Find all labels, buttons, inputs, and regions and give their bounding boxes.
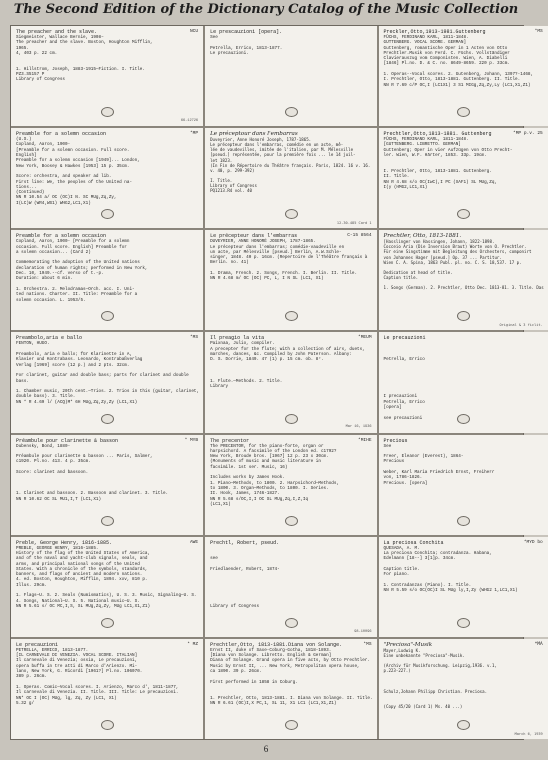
card-line: declaration of human rights; performed in New York, [16, 265, 148, 271]
card-punch-hole [285, 414, 298, 424]
card-line: tions... [16, 184, 37, 190]
card-line: 1. Clarinet and bassoon. 2. Bassoon and clarinet. 3. Title. [16, 491, 169, 497]
card-line: NN R 10.54 a/ OC (OC)I N. SC MUg,Zq,Zy, [16, 195, 117, 201]
card-line: (U.S.) [16, 137, 32, 143]
card-line: Il carnevale di Venezia; ossia, Le precauzioni, [16, 658, 138, 664]
call-number: *MIHE [358, 437, 372, 443]
card-line: Caption title. [383, 274, 419, 280]
card-line: (Monuments of music and music literature in [210, 459, 321, 465]
call-number: C-15 8564 [347, 233, 372, 239]
card-line: ted nations. Charter. II. Title: Preamble for a [16, 292, 138, 298]
card-line: 389 p. 26cm. [16, 674, 47, 680]
card-line: Library of Congress [210, 182, 257, 188]
catalog-card [379, 230, 548, 330]
card-line: FENTON, HUGO. [16, 341, 50, 347]
card-line: ca 1890. 39 p. 26cm. [210, 669, 262, 675]
card-line: Library of Congress [16, 77, 65, 83]
card-line: 1. Drama, French. 2. Songs, French. I. Berlin. II. Title. [210, 271, 358, 277]
card-punch-hole [101, 720, 114, 730]
card-line: NN R 5.59 s/o OC(OC)I SL MUg ly,I,Zy (WHG2 1,LC1,X1) [383, 588, 518, 594]
card-heading: Il preagio la vita [210, 335, 265, 342]
call-number: *MS [189, 335, 199, 341]
card-line: First performed in 1858 in Coburg. [210, 679, 298, 685]
call-number: NCU [189, 29, 199, 34]
catalog-card [379, 537, 548, 637]
card-punch-hole [285, 209, 298, 219]
card-line: Preambolo, aria e ballo; für Klarinette in A, [16, 352, 133, 358]
card-punch-hole [457, 311, 470, 321]
card-line: opera buffa in tre atti di Marco d'Arienzo. Mi- [16, 663, 138, 669]
catalog-card [379, 332, 548, 432]
card-line: Includes works by James Hook. [210, 475, 285, 481]
card-line: 1. Flute.—Methods. 2. Title. [210, 378, 283, 384]
card-line: 4. ed. Boston, Houghton, Mifflin, 1894. xxv, 810 p. [16, 577, 148, 583]
card-line: I precauzioni [383, 394, 418, 400]
card-line: Préambule pour clarinette & basson ... Paris, Salmer, [16, 454, 153, 460]
card-heading: Prechtl, Robert, pseud. [210, 539, 280, 546]
card-line: Dedication at head of title. [383, 269, 453, 275]
card-line: States. With a chronicle of the symbols, standards, [16, 566, 148, 572]
card-line: arms, and principal national songs of the United [16, 561, 140, 567]
card-line: Verlag [1969] score (12 p.) and 2 pts. 32cm. [16, 362, 130, 368]
catalog-card [205, 230, 376, 330]
card-line: [opera] [383, 404, 402, 410]
catalog-card [205, 435, 376, 535]
card-line: marches, dances, &c. Compiled by John Paterson. Albany: [210, 352, 352, 358]
card-line: double bass). 3. Title. [16, 394, 76, 400]
card-line: Guttenberg; Oper in vier Aufzügen von Otto Precht- [383, 147, 513, 153]
card-line: I. Title. [210, 177, 233, 183]
card-heading: Preamble for a solemn occasion [16, 233, 107, 240]
card-line: lano, New York, G. Ricordi [1961?] Pl.no. 106070. [16, 669, 143, 675]
card-punch-hole [101, 414, 114, 424]
card-heading: Preble, George Henry, 1816-1885. [16, 539, 113, 546]
card-line: Wien C. A. Spina, 1863 Publ. pl. no. C. S. 18,537. 17 p. [383, 259, 522, 265]
card-line: NN R 6.61 (OC)I,X PC,1, SL 11, X1 LC1 (LC1,X1,Z1) [210, 700, 337, 706]
card-line: (Continued) [16, 190, 45, 196]
card-heading: Le precauzioni [383, 335, 426, 342]
catalog-card [379, 26, 548, 126]
card-heading: La preciosa Conchita [383, 539, 444, 546]
card-line: 1. Orchestra. 2. Melodramas—Orch. acc. I. Uni- [16, 286, 135, 292]
card-line: 1. Contradanzas (Piano). I. Title. [383, 582, 472, 588]
card-line: Guttenberg, romantische Oper in 1 Acten von Otto [383, 45, 508, 51]
card-heading: The precentor [210, 437, 250, 444]
card-line: Precious [383, 459, 405, 465]
card-line: 1. Operas. Comic—Vocal scores. I. Arienzo, Marco d', 1811-1877, [16, 684, 179, 690]
card-line: For clarinet, guitar and double bass; parts for clarinet and double [16, 373, 189, 379]
card-line: [pseud.] représentée, pour la première fois ... le 14 juil- [210, 152, 356, 158]
card-line: English] [16, 153, 37, 159]
card-line: solemn occasion. L. 1953/5. [16, 297, 86, 303]
card-line: singer, 1848. 40 p. 16cm. (Repertoire de l'Théâtre français à [210, 255, 368, 261]
card-line: Le precauzioni. [210, 50, 249, 56]
card-line: see [210, 556, 218, 562]
card-line: Berlin. no. 41) [210, 260, 249, 266]
card-line: I. Prechtler, Otto, 1813-1881. Guttenberg. II. Title. [383, 77, 521, 83]
card-line: History of the flag of the United States of America, [16, 551, 151, 556]
card-line: Edelmann [18--] 3[1]p. 34cm. [383, 556, 456, 562]
card-footer-right: 12-30-485 Card 1 [336, 221, 372, 226]
card-line: NN R 10.62 OC SL MU1,I,T (LC1,X1) [16, 496, 102, 502]
call-number: * MZ [187, 641, 199, 647]
card-line: a solemn occasion... (Card 2) [16, 249, 91, 255]
card-line: Duveyrier, Anne Honoré Joseph, 1787-1865. [210, 137, 312, 143]
card-line: NN R 7.69 c/P OC,I (LC1X1) 3 S1 MIGg,Zq,Zy,Ly (LC1,X1,Z1) [383, 82, 531, 88]
card-line: II. Hook, James, 1746-1827. [210, 491, 280, 497]
call-number: *MA [534, 641, 543, 647]
card-heading: The preacher and the slave. [16, 29, 98, 35]
catalog-card [205, 639, 376, 739]
card-line: Clavierauszug vom Componisten. Wien, A. Diabelli [383, 56, 508, 62]
card-line: Library [210, 383, 229, 389]
page-number: 6 [263, 744, 269, 754]
card-line: GUTTENBERG. VOCAL SCORE. GERMAN] [383, 40, 467, 46]
card-line: See [210, 35, 218, 40]
card-line: lée de vaudevilles, imitée de l'italien, par M. Mélesville [210, 147, 354, 153]
card-punch-hole [457, 618, 470, 628]
card-footer-right: 66-12726 [180, 118, 199, 123]
card-line: bass. [16, 378, 29, 384]
card-line: p.223-227.) [383, 668, 411, 674]
card-line: let 1823. [210, 157, 233, 163]
card-heading: Precious [383, 437, 408, 444]
card-line: NN R 5.61 s/ OC MC,I,S, SL MUg,Zq,Zy, MUg LC1,X1,Z1) [16, 603, 151, 609]
card-line: A precepter for the flute; with a collection of airs, duets, [210, 346, 365, 352]
card-line: FÜCHS, FERDINAND KARL, 1811-1848. [383, 35, 469, 40]
call-number: *MS [363, 641, 372, 647]
card-line: and of the naval and yacht-club signals, seals, and [16, 556, 148, 562]
card-line: banners, and flags of ancient and modern nations. [16, 572, 143, 578]
card-line: Petrella, Errico [383, 399, 425, 405]
card-heading: Le prescauzioni [opera]. [210, 29, 283, 35]
card-footer-right: Mar 16, 1936 [345, 425, 372, 430]
card-line: Diana of Solange. Grand opera in five acts, by Otto Prechtler. [210, 658, 370, 664]
catalog-card [11, 26, 203, 126]
card-line: Cocceio Aria (Die Inversion Braut) Worte von O. Prechtler. [383, 244, 527, 250]
call-number: *MP p.v. 25 [513, 131, 543, 137]
card-line: NN * R 4.69 l/ (ACQ)M* 6H MUg,Zq,Zy,Zy (LC1,X1) [16, 399, 138, 405]
card-punch-hole [101, 618, 114, 628]
catalog-card [205, 26, 376, 126]
card-line: The PRECENTOR, for the piano-forte, organ or [210, 443, 324, 449]
card-line: 1. Prechtler, Otto, 1813-1881. I. Diana von Solange. II. Title. [210, 695, 373, 701]
card-line: [Diana von Solange. Libretto. English & German] [210, 653, 332, 659]
card-line: I(LC)W (WR4,WS1) WHG2,LC1,X1) [16, 200, 91, 206]
card-punch-hole [285, 107, 298, 117]
card-punch-hole [457, 516, 470, 526]
card-line: PREBLE, GEORGE HENRY, 1816-1885. [16, 545, 99, 551]
card-line: DUVEYRIER, ANNE HONORÉ JOSEPH, 1787-1865. [210, 239, 316, 245]
catalog-card [11, 230, 203, 330]
card-line: New York, Broude bros. [1967] 12 p. 23 x 30cm. [210, 454, 329, 460]
card-line: PETRELLA, ERRICO, 1813-1877. [16, 647, 89, 653]
card-line: Dec. 10, 1949.--cf. verso of t.-p. [16, 271, 104, 277]
card-line: occasion. Full score. English] Preamble for [16, 244, 127, 250]
card-line: to 1800. 3. Organ—Methods, to 1800. I. Series. [210, 485, 329, 491]
card-line: v. 40, p. 299-392) [210, 167, 255, 173]
card-footer-right: March 6, 1939 [514, 731, 543, 736]
card-line: I(y (HMG2,LC1,X1) [383, 184, 428, 190]
card-line: Prechtler.Musik von Ferd. C. Füchs. Vollständiger [383, 50, 510, 56]
catalog-card [205, 332, 376, 432]
card-line: Siegmeister, Wallace Bernie, 1908– [16, 35, 104, 40]
card-line: Le précepteur dans l'embarras, comédie en un acte, mê- [210, 142, 344, 148]
card-line: harpsichord. A facsimile of the London ed. c1792? [210, 448, 337, 454]
card-line: [1846] Pl.no. D. & C. no. 8649-8659. 220 p. 33cm. [383, 61, 510, 67]
card-line: Score: orchestra, and speaker ad lib. [16, 174, 112, 180]
card-footer-right: 98-10096 [354, 629, 372, 634]
card-line: Dubensky, Bond, 1880- [16, 443, 71, 449]
card-line: I. Prechtler, Otto, 1813-1881. Guttenberg. [383, 168, 492, 174]
card-line: Für eine Singstimme mit Begleitung des Orchesters, componirt [383, 249, 532, 255]
card-line: [GUTTENBERG. LIBRETTO. GERMAN] [383, 142, 461, 148]
card-line: 1. Operas--Vocal scores. 2. Gutenberg, Johann, 1397?-1468, [383, 72, 534, 78]
card-line: Score: clarinet and bassoon. [16, 470, 89, 476]
card-heading: Préambule pour clarinette & basson [16, 437, 119, 444]
card-line: 5.32 g/ [16, 700, 35, 706]
card-line: Il carnevale di Venezia. II. Title. III. Title: Le precauzioni. [16, 690, 179, 696]
card-line: c1920. Pl.no. 413. 4 p. 35cm. [16, 459, 91, 465]
call-number: *MEUM [358, 335, 372, 341]
card-punch-hole [101, 209, 114, 219]
card-punch-hole [457, 107, 470, 117]
call-number: AWE [189, 539, 199, 545]
card-heading: Prechtler,Otto,1813-1881. Guttenberg [383, 131, 492, 138]
catalog-card [205, 128, 376, 228]
card-line: Copland, Aaron, 1900- [Preamble for a solemn [16, 239, 130, 245]
card-line: Klavier und Kontrabass. Leonardo, Kontrabaßverlag [16, 357, 143, 363]
card-punch-hole [285, 720, 298, 730]
card-heading: Preckler,Otto,1913-1981.Guttenberg [383, 29, 486, 35]
card-line: 1. Chamber music, 20th cent.—Trios. 2. Trios in this (guitar, clarinet, [16, 389, 200, 395]
card-line: Friedlaender, Robert, 1874- [210, 566, 280, 572]
card-line: (In Fin de Répertoire du Théâtre français. Paris, 1824. 16 v. 16. [210, 162, 371, 168]
card-heading: Preamble for a solemn occasion [16, 131, 107, 138]
call-number: *MYD bo [523, 539, 543, 545]
card-line: D. S. Dorrie, 1849. 47 (1) p. 15 cm. ob. 8°. [210, 357, 324, 363]
card-line: Library of Congress [210, 603, 260, 609]
card-line: 1. Piano—Methods, to 1800. 2. Harpsichord—Methods, [210, 480, 340, 486]
card-line: FÜCHS, FERDINAND KARL, 1811-1848. [383, 137, 469, 143]
card-line: 1. Flags—U. S. 2. Seals (Numismatics), U. S. 3. Music, Signaling—U. S. [16, 593, 197, 599]
card-line: [Hasslinger von Hassingen, Johann, 1822-1898. [383, 239, 495, 245]
card-line: Eine unbekannte "Preciosa"-Musik. [383, 652, 465, 658]
card-punch-hole [101, 107, 114, 117]
card-line: see precauzioni [383, 415, 423, 421]
call-number: *MP [189, 131, 199, 137]
catalog-card-grid [10, 25, 544, 740]
card-heading: "Preciosa"-Musik [383, 641, 433, 648]
call-number: *MS [534, 29, 543, 34]
card-line: NN R 5.68 s/OC,I,I OC SL MUg,Zq,I,Z,Iq [210, 496, 309, 502]
card-line: PZ3.S5157 P [16, 72, 45, 78]
card-line: Schulz,Johann Philipp Christian. Preciosa. [383, 688, 488, 694]
card-line: (Archiv für Musikforschung. Leipzig,1936. v.1, [383, 663, 497, 669]
card-line: Duration: about 6 min. [16, 276, 73, 282]
card-line: Caption title. [383, 566, 420, 572]
catalog-card [11, 435, 203, 535]
card-punch-hole [285, 516, 298, 526]
catalog-card [379, 435, 548, 535]
card-line: PQ1213.R4 vol. 40 [210, 188, 252, 194]
card-footer-right: Original & 3 ficlit. [499, 323, 543, 328]
card-punch-hole [457, 209, 470, 219]
card-line: Precious. [opera] [383, 480, 428, 486]
card-punch-hole [285, 311, 298, 321]
card-line: New York, Boosey & Hawkes [1953] 15 p. 35cm. [16, 163, 130, 169]
card-heading: Le préceptour dans l'embarras [210, 131, 298, 138]
card-punch-hole [285, 618, 298, 628]
catalog-card [379, 128, 548, 228]
card-punch-hole [101, 311, 114, 321]
card-line: 1. Songs (German). 2. Prechtler, Otto Dec. 1813-81. 3. Title. Das [383, 285, 544, 291]
catalog-card [205, 537, 376, 637]
card-line: NN* OC I (OC) MUg, lg, Zq, Zy (LC1, X1) [16, 695, 117, 701]
card-punch-hole [101, 516, 114, 526]
card-punch-hole [457, 720, 470, 730]
catalog-card [11, 537, 203, 637]
card-punch-hole [457, 414, 470, 424]
card-heading: Le precauzioni [16, 641, 59, 648]
card-line: Illus. 29cm. [16, 582, 47, 588]
card-line: Music by Ernst II, ... New York, Metropolitan opera house, [210, 663, 360, 669]
card-heading: Prechtler,Otto, 1813-1881.Diana von Solange. [210, 641, 343, 648]
card-line: Preamble for a solemn occasion [1949]... London, [16, 158, 140, 164]
card-line: For piano. [383, 572, 410, 578]
card-heading: Preambolo,aria e ballo [16, 335, 83, 342]
card-line: Le précepteur dans l'embarras; comédie-vaudeville en [210, 244, 345, 250]
card-line: The preacher and the slave. Boston, Houghton Mifflin, [16, 40, 153, 46]
catalog-card [11, 128, 203, 228]
card-line: Commemorating the adoption of the United nations [16, 260, 140, 266]
card-line: NN R 4.68 s/o OC(IwC),I PC (XAF1) SL MUg,Zq, [383, 179, 497, 185]
call-number: * MYB [184, 437, 199, 443]
card-line: II. Title. [383, 174, 410, 180]
card-line: (Copy 45/20 (Card 1) Ms. 40 ...) [383, 703, 463, 709]
card-line: Paixnaa, Julio, compiler. [210, 341, 275, 347]
card-line: La preciosa Conchita; contradanza. Habana, [383, 551, 492, 556]
card-line: Petrella, Errico [383, 357, 425, 363]
card-line: von Johannes Hager [pseud.] Op. 37 ... Partitur. [383, 254, 502, 260]
card-line: Freer, Eleanor (Everest), 1864- [383, 454, 464, 460]
card-line: un acte, par Mélesville [pseud.] Berlin, A.W.Schle- [210, 249, 342, 255]
card-line: Ernst II, duke of Saxe-Coburg-Gotha, 1818-1893. [210, 647, 332, 653]
card-line: 4, 403 p. 22 cm. [16, 50, 58, 56]
catalog-card [379, 639, 548, 739]
card-line: Copland, Aaron, 1900- [16, 142, 71, 148]
card-heading: Le précepteur dans l'embarras [210, 233, 298, 240]
card-line: von, 1786-1826. [383, 475, 423, 481]
card-line: ler. Wien, W.F. Härter, 1853. 33p. 19cm. [383, 153, 487, 159]
catalog-card [11, 332, 203, 432]
card-heading: Prechtler, Otto, 1813-1881. [383, 233, 462, 240]
catalog-card [11, 639, 203, 739]
page-title: The Second Edition of the Dictionary Catalog of the Music Collection [13, 2, 519, 17]
card-line: 1. Hillstrom, Joseph, 1883-1915—Fiction. I. Title. [16, 66, 145, 72]
card-line: Petrella, Errico, 1813-1877. [210, 45, 283, 51]
card-line: NN R 4.68 m/ OC (OC) PC, L, I N SL (LC1, X1) [210, 276, 324, 282]
card-line: 1965. [16, 45, 29, 51]
card-line: [Preamble for a solemn occasion. Full score. [16, 147, 130, 153]
card-line: facsimile. 1st ser. Music, 16) [210, 464, 288, 470]
card-line: See [383, 443, 392, 449]
card-line: Weber, Karl Maria Friedrich Ernst, Freiherr [383, 470, 495, 476]
card-line: Mayer,Ludwig K. [383, 647, 421, 653]
card-line: [IL CARNEVALE DI VENEZIA. VOCAL SCORE. ITALIAN] [16, 653, 138, 659]
card-line: First line: We, the peoples of the United na- [16, 179, 133, 185]
card-line: QUESADA, A. M. [383, 545, 420, 551]
card-line: 4. Songs, National—U. S. 5. National music—U. S. [16, 598, 140, 604]
card-line: (LC1,X1) [210, 501, 231, 507]
